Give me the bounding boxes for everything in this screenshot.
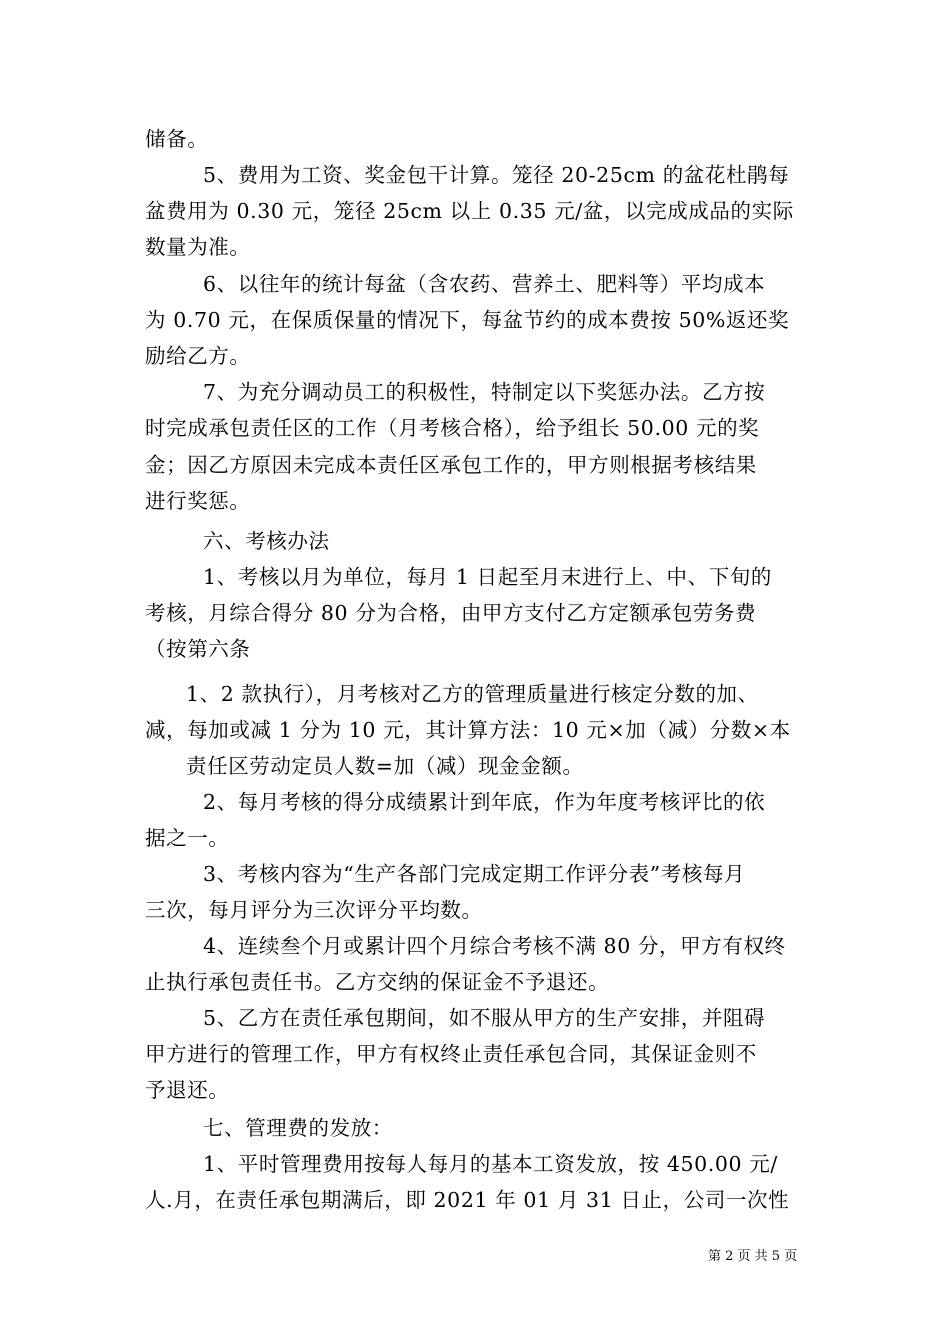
text-line: 人.月，在责任承包期满后，即 2021 年 01 月 31 日止，公司一次性 <box>145 1188 790 1212</box>
text-line: 为 0.70 元，在保质保量的情况下，每盆节约的成本费按 50%返还奖 <box>145 308 790 332</box>
text-line: 2、每月考核的得分成绩累计到年底，作为年度考核评比的依 <box>203 790 766 814</box>
text-line: 减，每加或减 1 分为 10 元，其计算方法：10 元×加（减）分数×本 <box>145 718 791 742</box>
text-line: 6、以往年的统计每盆（含农药、营养土、肥料等）平均成本 <box>203 272 766 296</box>
text-line: 4、连续叁个月或累计四个月综合考核不满 80 分，甲方有权终 <box>203 934 786 958</box>
section-heading: 七、管理费的发放： <box>203 1116 393 1140</box>
text-line: 甲方进行的管理工作，甲方有权终止责任承包合同，其保证金则不 <box>145 1042 757 1066</box>
text-line: 三次，每月评分为三次评分平均数。 <box>145 898 483 922</box>
text-line: 金；因乙方原因未完成本责任区承包工作的，甲方则根据考核结果 <box>145 453 757 477</box>
text-line: （按第六条 <box>145 637 251 661</box>
text-line: 据之一。 <box>145 826 230 850</box>
section-heading: 六、考核办法 <box>203 529 330 553</box>
text-line: 5、费用为工资、奖金包干计算。笼径 20-25cm 的盆花杜鹃每 <box>203 163 790 187</box>
text-line: 盆费用为 0.30 元，笼径 25cm 以上 0.35 元/盆，以完成成品的实际 <box>145 199 794 223</box>
text-line: 励给乙方。 <box>145 344 251 368</box>
text-line: 时完成承包责任区的工作（月考核合格），给予组长 50.00 元的奖 <box>145 416 760 440</box>
text-line: 予退还。 <box>145 1078 230 1102</box>
text-line: 数量为准。 <box>145 235 251 259</box>
text-line: 1、平时管理费用按每人每月的基本工资发放，按 450.00 元/ <box>203 1152 778 1176</box>
text-line: 考核，月综合得分 80 分为合格，由甲方支付乙方定额承包劳务费 <box>145 601 757 625</box>
text-line: 责任区劳动定员人数=加（减）现金金额。 <box>186 754 584 778</box>
text-line: 储备。 <box>145 127 209 151</box>
text-line: 5、乙方在责任承包期间，如不服从甲方的生产安排，并阻碍 <box>203 1006 766 1030</box>
text-line: 3、考核内容为“生产各部门完成定期工作评分表”考核每月 <box>203 862 746 886</box>
text-line: 止执行承包责任书。乙方交纳的保证金不予退还。 <box>145 970 610 994</box>
text-line: 1、2 款执行），月考核对乙方的管理质量进行核定分数的加、 <box>186 682 759 706</box>
text-line: 1、考核以月为单位，每月 1 日起至月末进行上、中、下旬的 <box>203 565 773 589</box>
page-number: 第 2 页 共 5 页 <box>708 1249 798 1264</box>
text-line: 7、为充分调动员工的积极性，特制定以下奖惩办法。乙方按 <box>203 380 766 404</box>
text-line: 进行奖惩。 <box>145 489 251 513</box>
